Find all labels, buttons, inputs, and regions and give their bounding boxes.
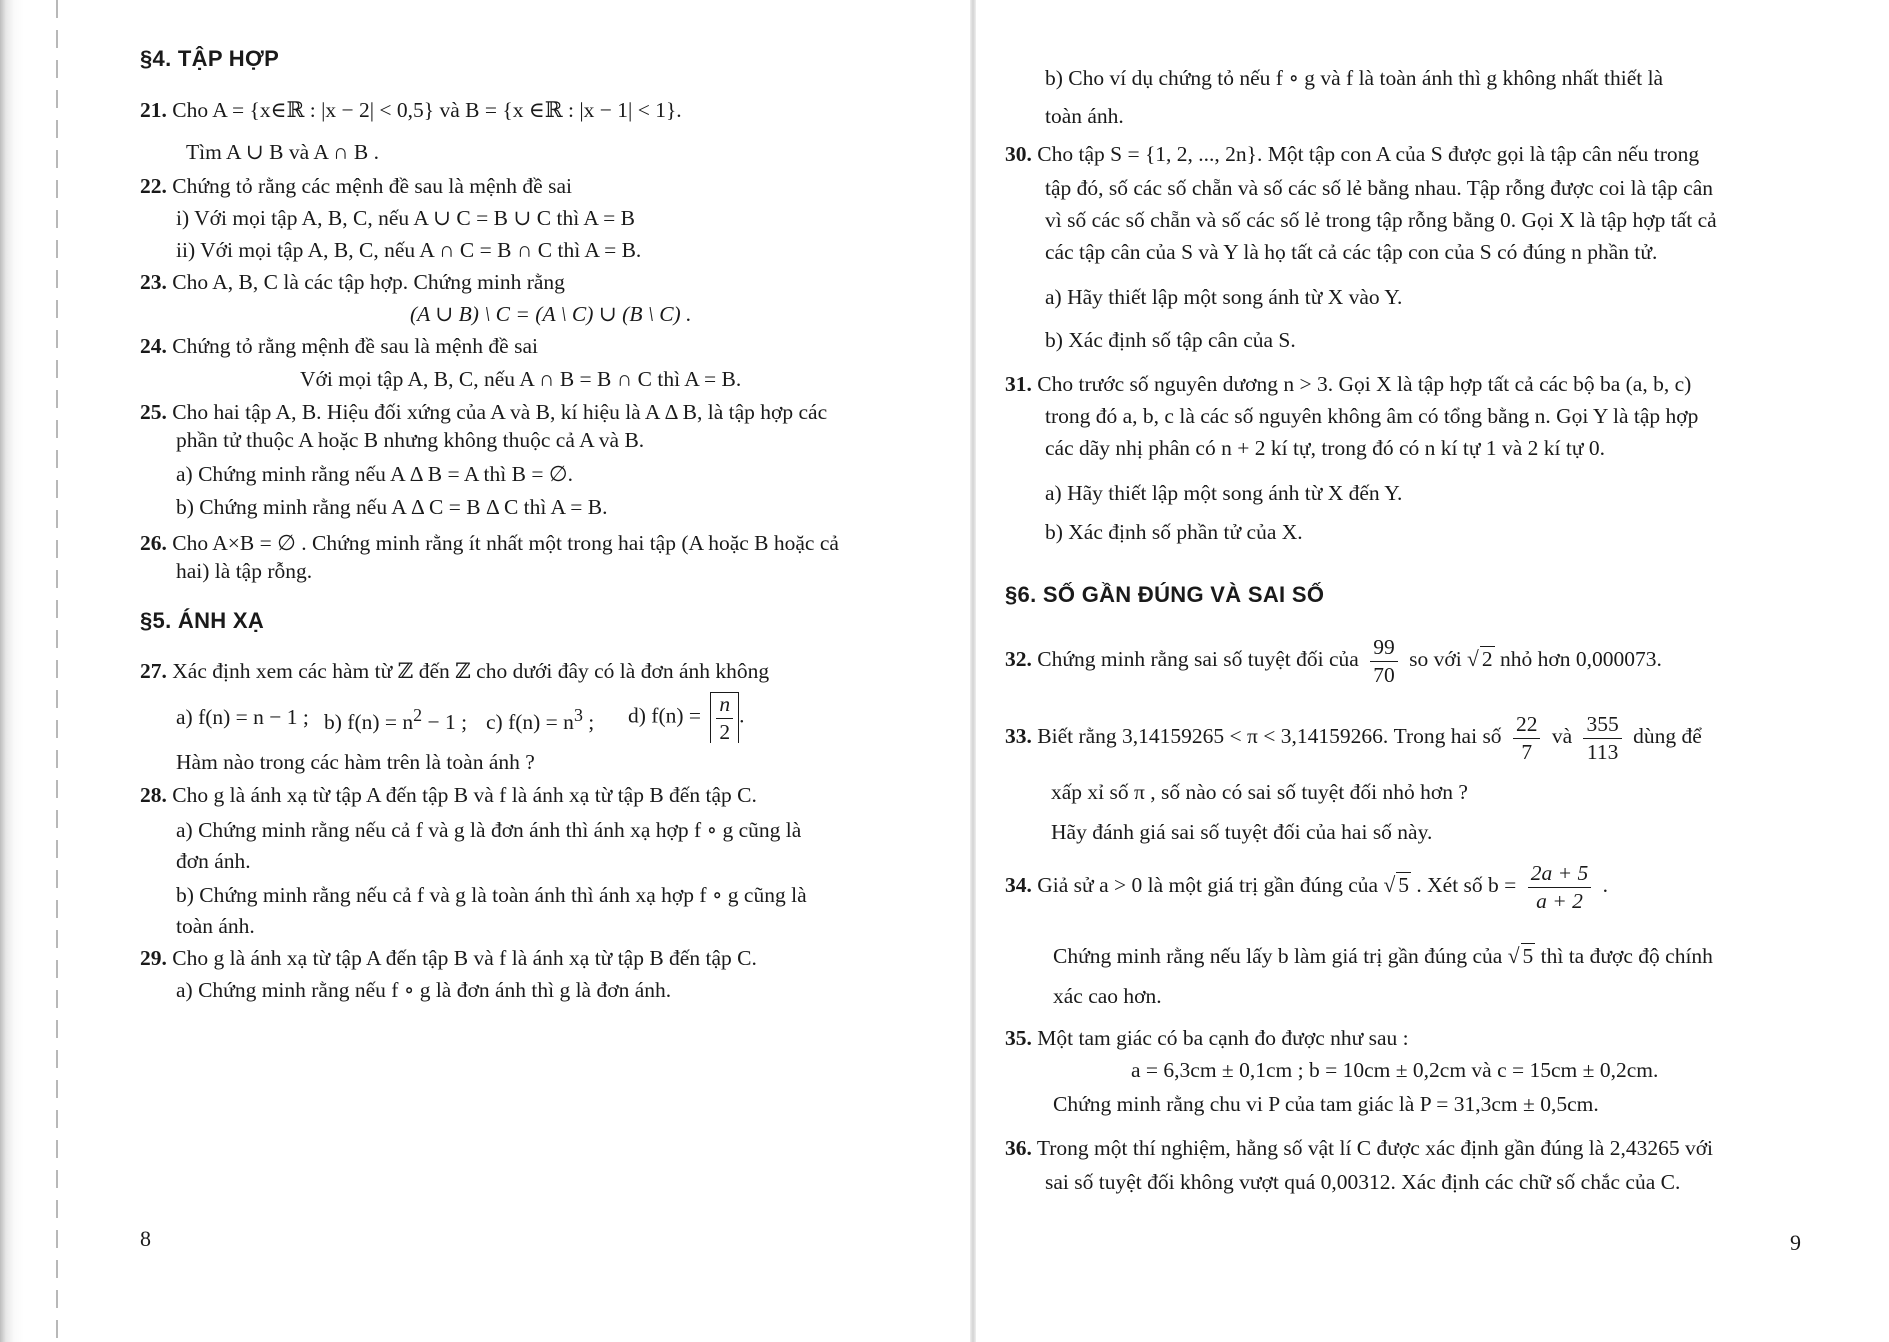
square-root: √ 2: [1467, 647, 1493, 671]
problem-text: Hãy đánh giá sai số tuyệt đối của hai số này.: [1051, 820, 1433, 844]
problem-item: i) Với mọi tập A, B, C, nếu A ∪ C = B ∪ C thì A = B: [176, 206, 635, 230]
problem-item: b) Chứng minh rằng nếu A Δ C = B Δ C thì A = B.: [176, 495, 608, 519]
problem-text: Chứng tỏ rằng mệnh đề sau là mệnh đề sai: [172, 334, 538, 358]
section-5-title: §5. ÁNH XẠ: [140, 608, 265, 633]
problem-text: Cho A, B, C là các tập hợp. Chứng minh rằng: [172, 270, 565, 294]
problem-item: a) Hãy thiết lập một song ánh từ X đến Y.: [1045, 481, 1403, 505]
problem-text: phần tử thuộc A hoặc B nhưng không thuộc cả A và B.: [176, 428, 645, 452]
section-6-title: §6. SỐ GẦN ĐÚNG VÀ SAI SỐ: [1005, 582, 1325, 607]
problem-text: Chứng tỏ rằng các mệnh đề sau là mệnh đề sai: [172, 174, 572, 198]
problem-text: Cho tập S = {1, 2, ..., 2n}. Một tập con A của S được gọi là tập cân nếu trong: [1037, 142, 1700, 166]
square-root: √ 5: [1507, 944, 1534, 968]
problem-text: sai số tuyệt đối không vượt quá 0,00312. Xác định các chữ số chắc của C.: [1045, 1170, 1681, 1194]
problem-item: a) Chứng minh rằng nếu A Δ B = A thì B = ∅.: [176, 462, 573, 486]
problem-item: a) Hãy thiết lập một song ánh từ X vào Y.: [1045, 285, 1403, 309]
problem-text: trong đó a, b, c là các số nguyên không âm có tổng bằng n. Gọi Y là tập hợp: [1045, 404, 1699, 428]
center-gutter: [970, 0, 976, 1342]
problem-number: 21.: [140, 98, 167, 122]
problem-item: ii) Với mọi tập A, B, C, nếu A ∩ C = B ∩ C thì A = B.: [176, 238, 642, 262]
problem-text: hai) là tập rỗng.: [176, 559, 313, 583]
book-binding-edge: [0, 0, 62, 1342]
page-number: 8: [140, 1226, 151, 1251]
page-number: 9: [1790, 1230, 1801, 1255]
problem-text: tập đó, số các số chẵn và số các số lẻ bằng nhau. Tập rỗng được coi là tập cân: [1045, 176, 1713, 200]
problem-number: 24.: [140, 334, 167, 358]
function-d: d) f(n) = $\frac{n}{2}$ .: [628, 692, 745, 744]
problem-item: b) Cho ví dụ chứng tỏ nếu f ∘ g và f là toàn ánh thì g không nhất thiết là: [1045, 66, 1664, 90]
function-a: a) f(n) = n − 1 ;: [176, 705, 309, 729]
problem-text: Tìm A ∪ B và A ∩ B .: [186, 140, 380, 164]
problem-text: Cho hai tập A, B. Hiệu đối xứng của A và B, kí hiệu là A Δ B, là tập hợp các: [172, 400, 828, 424]
problem-number: 23.: [140, 270, 167, 294]
problem-item: b) Chứng minh rằng nếu cả f và g là toàn ánh thì ánh xạ hợp f ∘ g cũng là: [176, 883, 807, 907]
problem-number: 33.: [1005, 724, 1032, 748]
problem-text: vì số các số chẵn và số các số lẻ trong tập rỗng bằng 0. Gọi X là tập hợp tất cả: [1045, 208, 1717, 232]
left-page: [140, 0, 940, 1342]
problem-item: b) Xác định số phần tử của X.: [1045, 520, 1303, 544]
formula: a = 6,3cm ± 0,1cm ; b = 10cm ± 0,2cm và c = 15cm ± 0,2cm.: [1131, 1058, 1659, 1082]
fraction: $\frac{2a + 5}{a + 2}$: [1528, 862, 1592, 912]
problem-text: xác cao hơn.: [1053, 984, 1162, 1008]
problem-text: các tập cân của S và Y là họ tất cả các tập con của S có đúng n phần tử.: [1045, 240, 1658, 264]
problem-text: Cho A×B = ∅ . Chứng minh rằng ít nhất một trong hai tập (A hoặc B hoặc cả: [172, 531, 839, 555]
problem-text: Chứng minh rằng sai số tuyệt đối của: [1037, 647, 1359, 671]
fraction: $\frac{99}{70}$: [1370, 636, 1398, 686]
problem-item: b) Xác định số tập cân của S.: [1045, 328, 1296, 352]
problem-text: Một tam giác có ba cạnh đo được như sau :: [1037, 1026, 1409, 1050]
problem-item: đơn ánh.: [176, 849, 251, 873]
problem-number: 27.: [140, 659, 167, 683]
problem-text: Giả sử a > 0 là một giá trị gần đúng của: [1037, 873, 1379, 897]
problem-text: Cho g là ánh xạ từ tập A đến tập B và f là ánh xạ từ tập B đến tập C.: [172, 783, 757, 807]
problem-item: a) Chứng minh rằng nếu cả f và g là đơn ánh thì ánh xạ hợp f ∘ g cũng là: [176, 818, 802, 842]
problem-number: 31.: [1005, 372, 1032, 396]
problem-item: toàn ánh.: [1045, 104, 1124, 128]
problem-number: 22.: [140, 174, 167, 198]
problem-text: Cho A = {x∈ℝ : |x − 2| < 0,5} và B = {x ∈ℝ : |x − 1| < 1}.: [172, 98, 682, 122]
square-root: √ 5: [1383, 873, 1410, 897]
problem-number: 30.: [1005, 142, 1032, 166]
function-c: c) $f(n) = n^3$ ;: [486, 705, 595, 735]
right-page: b) Cho ví dụ chứng tỏ nếu f ∘ g và f là toàn ánh thì g không nhất thiết là toàn ánh. 30. Cho tập S = {1, 2, ..., 2n}. Một tập con A của S được gọi là tập cân nếu trong tập đó, số các số chẵn và số các số lẻ bằng nhau. Tập rỗng được coi là tập cân vì số các số chẵn và số các số lẻ trong tập rỗng bằng 0. Gọi X là tập hợp tất cả các tập cân của S và Y là họ tất cả các tập con của S có đúng n phần tử. a) Hãy thiết lập một song ánh từ X vào Y. b) Xác định số tập cân của S. 31. Cho trước số nguyên dương n > 3. Gọi X là tập hợp tất cả các bộ ba (a, b, c) trong đó a, b, c là các số nguyên không âm có tổng bằng n. Gọi Y là tập hợp các dãy nhị phân có n + 2 kí tự, trong đó có n kí tự 1 và 2 kí tự 0. a) Hãy thiết lập một song ánh từ X đến Y. b) Xác định số phần tử của X. §6. SỐ GẦN ĐÚNG VÀ SAI SỐ 32. Chứng minh rằng sai số tuyệt đối của $\frac{99}{70}$ so với √ 2 nhỏ hơn 0,000073. 33. Biết rằng 3,14159265 < π < 3,14159266. Trong hai số $\frac{22}{7}$ và $\frac{355}{113}$ dùng để xấp xỉ số π , số nào có sai số tuyệt đối nhỏ hơn ? Hãy đánh giá sai số tuyệt đối của hai số này. 34. Giả sử a > 0 là một giá trị gần đúng của √ 5 . Xét số b = $\frac{2a + 5}{a + 2}$ . Chứng minh rằng nếu lấy b làm giá trị gần đúng của √ 5 thì ta được độ chính xác cao hơn. 35. Một tam giác có ba cạnh đo được như sau : a = 6,3cm ± 0,1cm ; b = 10cm ± 0,2cm và c = 15cm ± 0,2cm. Chứng minh rằng chu vi P của tam giác là P = 31,3cm ± 0,5cm. 36. Trong một thí nghiệm, hằng số vật lí C được xác định gần đúng là 2,43265 với sai số tuyệt đối không vượt quá 0,00312. Xác định các chữ số chắc của C. 9: [1005, 66, 1801, 1255]
problem-number: 28.: [140, 783, 167, 807]
section-4-title: §4. TẬP HỢP: [140, 46, 280, 71]
formula: Với mọi tập A, B, C, nếu A ∩ B = B ∩ C thì A = B.: [300, 367, 742, 391]
problem-number: 25.: [140, 400, 167, 424]
problem-text: Chứng minh rằng nếu lấy b làm giá trị gần đúng của √ 5 thì ta được độ chính: [1053, 944, 1713, 968]
problem-text: Biết rằng 3,14159265 < π < 3,14159266. Trong hai số: [1037, 724, 1502, 748]
problem-text: Trong một thí nghiệm, hằng số vật lí C được xác định gần đúng là 2,43265 với: [1036, 1136, 1714, 1160]
problem-text: các dãy nhị phân có n + 2 kí tự, trong đó có n kí tự 1 và 2 kí tự 0.: [1045, 436, 1605, 460]
function-b: b) $f(n) = n^2 - 1$ ;: [324, 705, 468, 735]
problem-number: 32.: [1005, 647, 1032, 671]
problem-item: a) Chứng minh rằng nếu f ∘ g là đơn ánh thì g là đơn ánh.: [176, 978, 672, 1002]
problem-text: xấp xỉ số π , số nào có sai số tuyệt đối nhỏ hơn ?: [1051, 780, 1468, 804]
problem-text: Cho g là ánh xạ từ tập A đến tập B và f là ánh xạ từ tập B đến tập C.: [172, 946, 757, 970]
problem-text: Chứng minh rằng chu vi P của tam giác là P = 31,3cm ± 0,5cm.: [1053, 1092, 1599, 1116]
problem-number: 35.: [1005, 1026, 1032, 1050]
formula: (A ∪ B) \ C = (A \ C) ∪ (B \ C) .: [410, 302, 692, 326]
fraction: $\frac{22}{7}$: [1513, 713, 1541, 763]
problem-number: 34.: [1005, 873, 1032, 897]
fraction: $\frac{355}{113}$: [1583, 713, 1621, 763]
problem-item: toàn ánh.: [176, 914, 255, 938]
problem-number: 29.: [140, 946, 167, 970]
problem-number: 26.: [140, 531, 167, 555]
problem-text: Hàm nào trong các hàm trên là toàn ánh ?: [176, 750, 535, 774]
problem-text: Xác định xem các hàm từ ℤ đến ℤ cho dưới đây có là đơn ánh không: [172, 659, 770, 683]
problem-number: 36.: [1005, 1136, 1032, 1160]
problem-text: Cho trước số nguyên dương n > 3. Gọi X là tập hợp tất cả các bộ ba (a, b, c): [1037, 372, 1692, 396]
